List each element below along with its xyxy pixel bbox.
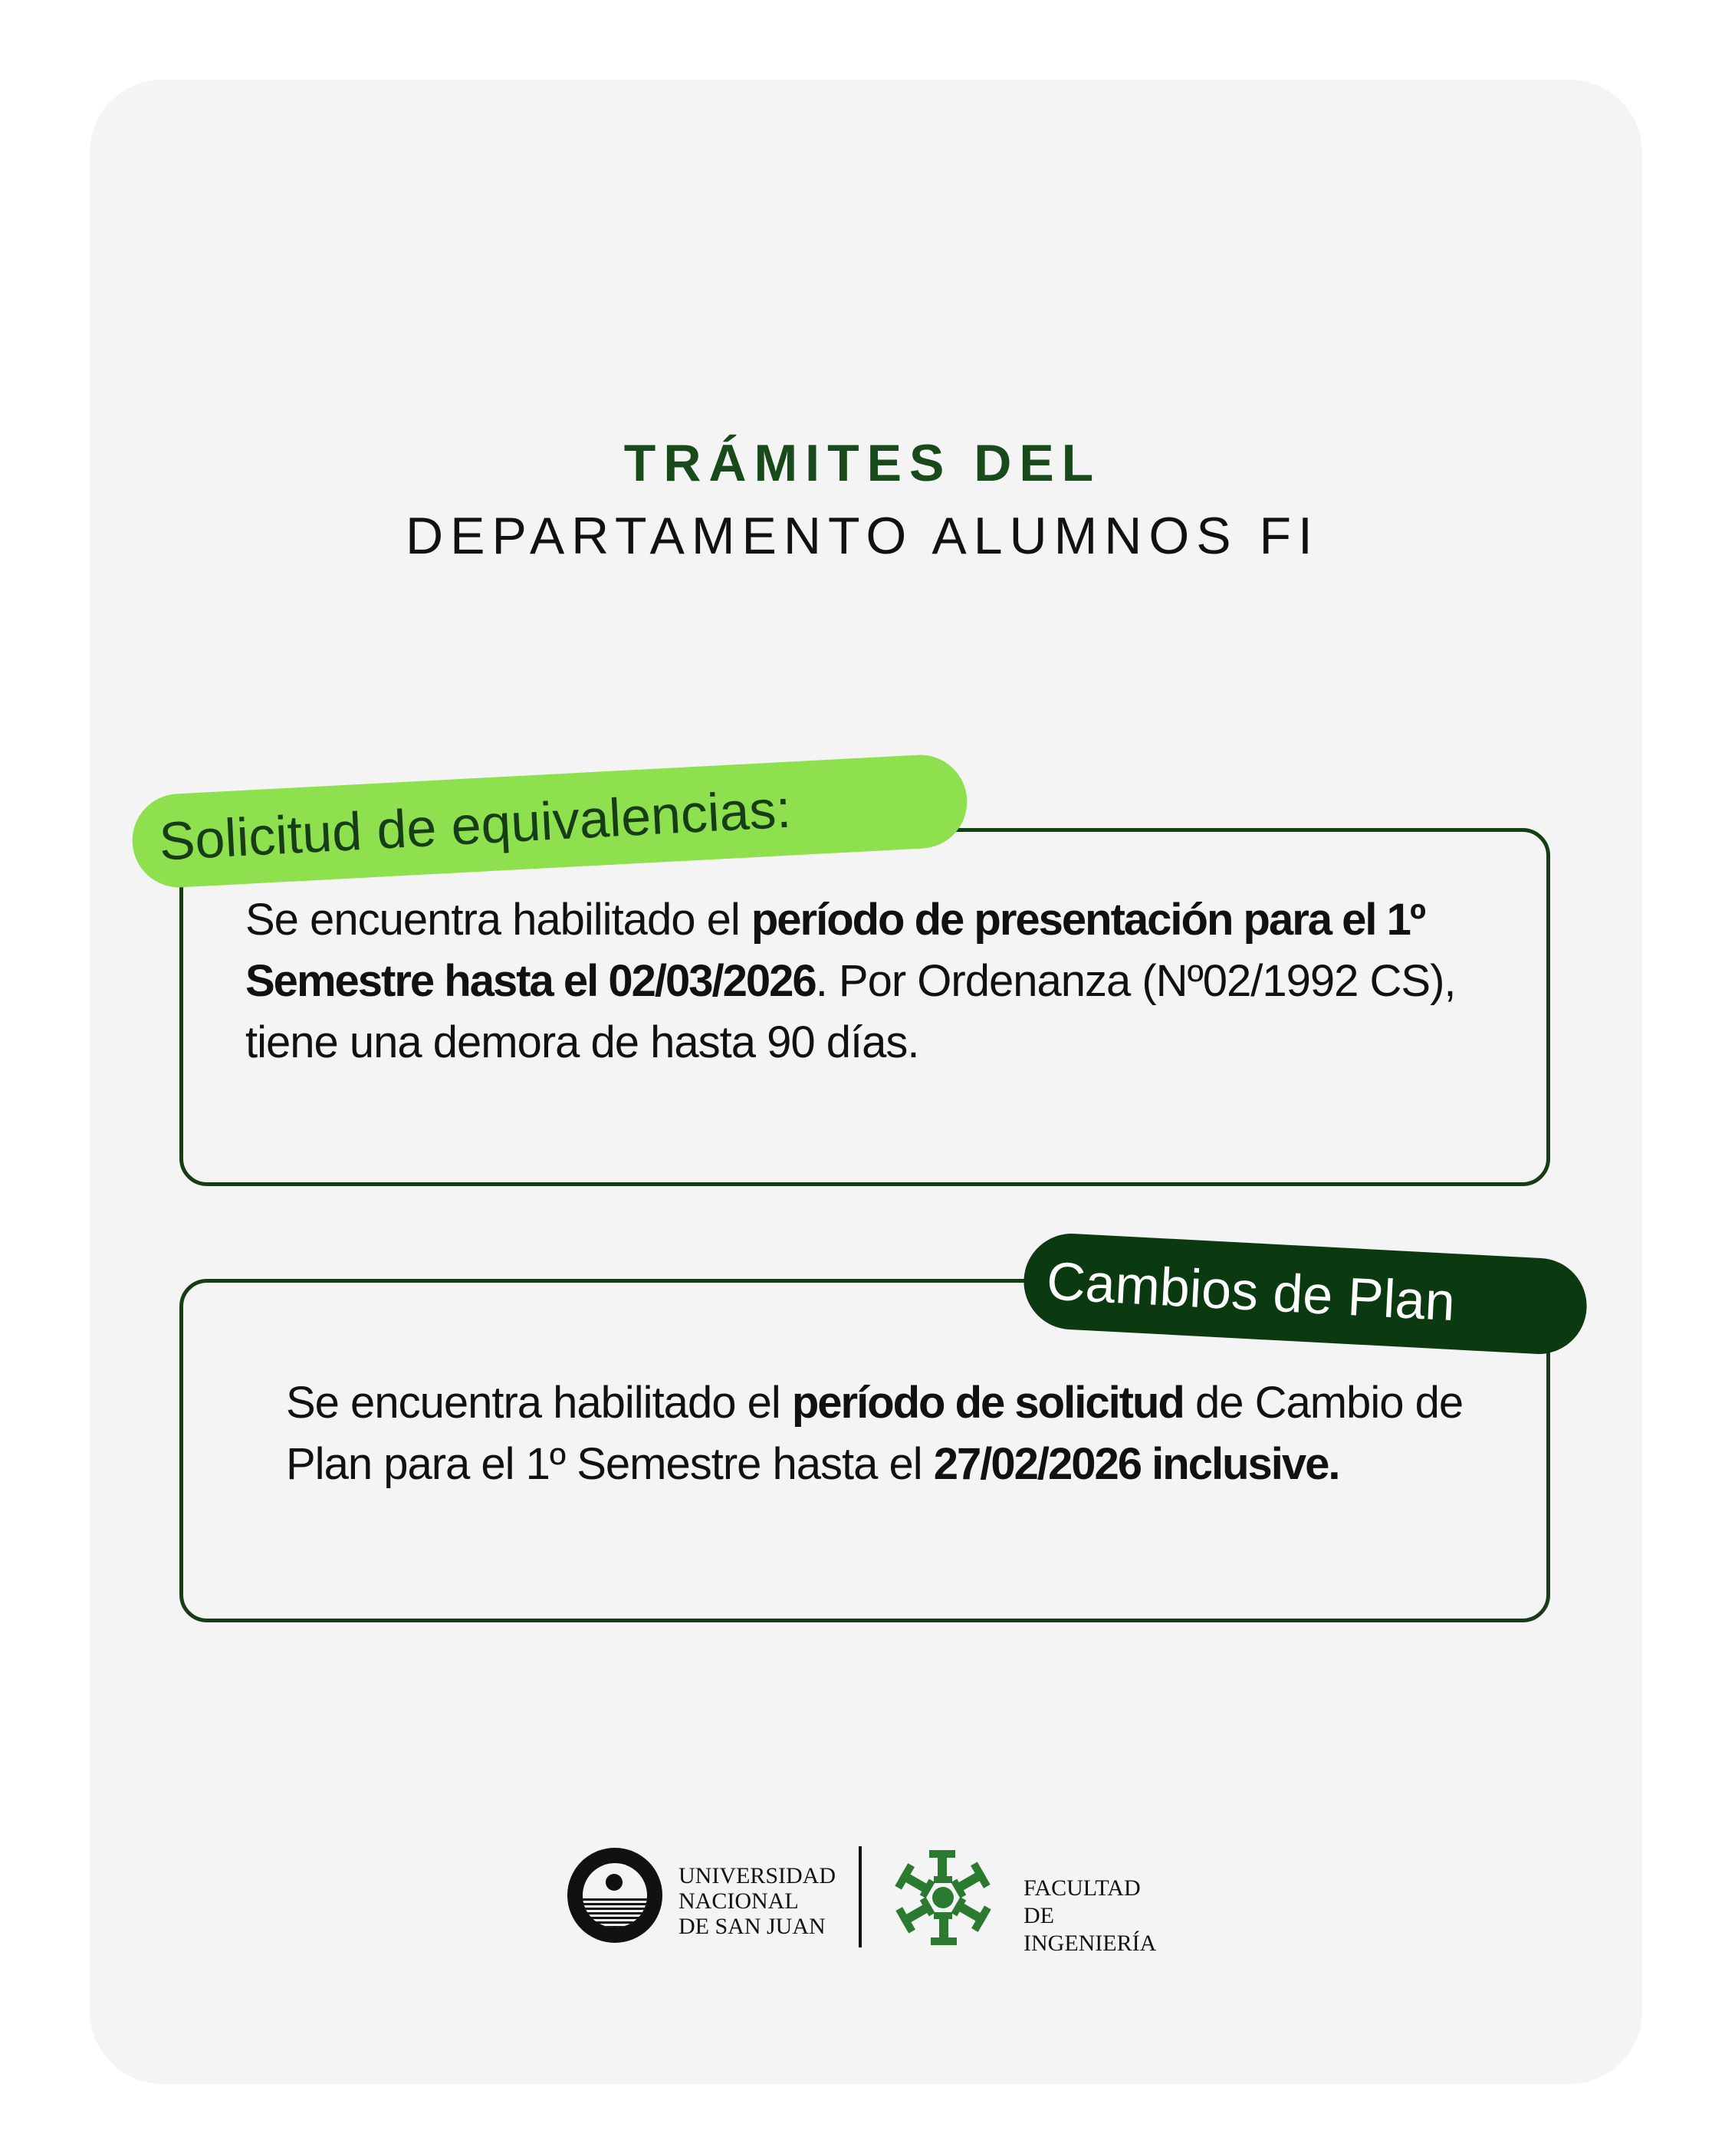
unsj-name: UNIVERSIDAD NACIONAL DE SAN JUAN: [678, 1863, 836, 1939]
title-line2: DEPARTAMENTO ALUMNOS FI: [406, 507, 1319, 565]
cambios-plan-text: Se encuentra habilitado el período de solicitud de Cambio de Plan para el 1º Semestre hasta el 27/02/2026 inclusive.: [286, 1378, 1464, 1489]
fi-name: FACULTAD DE INGENIERÍA: [1024, 1875, 1157, 1956]
equivalencias-label: Solicitud de equivalencias:: [130, 753, 970, 890]
cambios-plan-label: Cambios de Plan: [1021, 1231, 1589, 1356]
unsj-seal-icon: [567, 1848, 662, 1943]
equivalencias-text: Se encuentra habilitado el período de presentación para el 1º Semestre hasta el 02/03/2026. Por Ordenanza (Nº02/1992 CS), tiene una demora de hasta 90 días.: [245, 895, 1456, 1067]
logo-divider: [859, 1846, 862, 1947]
title-line1: TRÁMITES DEL: [623, 434, 1102, 492]
fi-logo-icon: [889, 1844, 997, 1951]
